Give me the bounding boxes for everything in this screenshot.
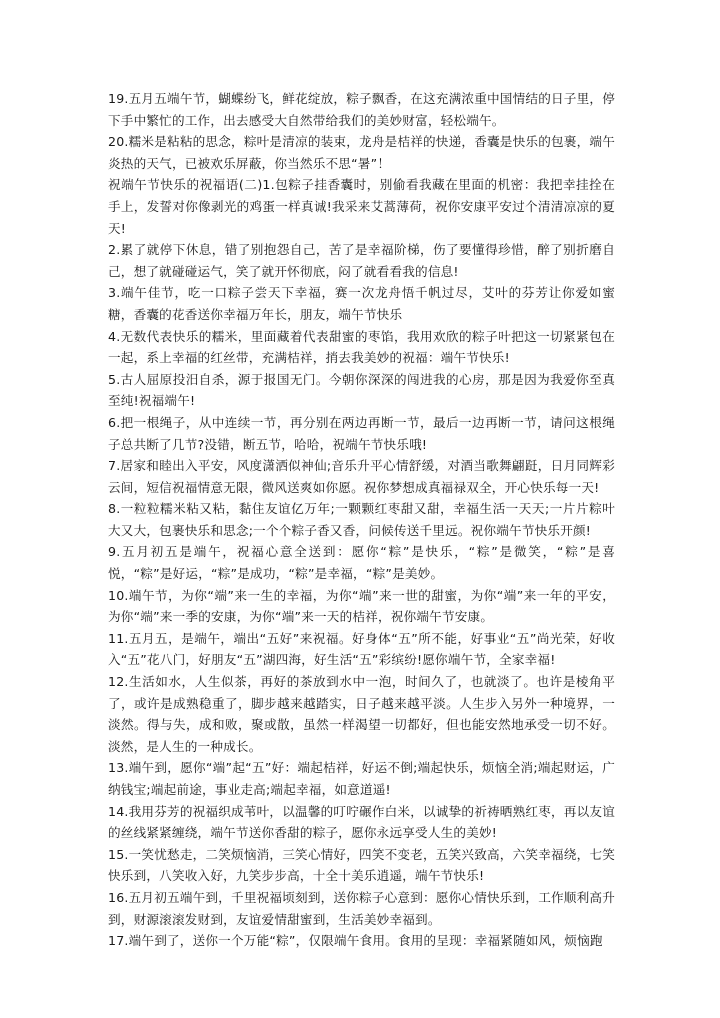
paragraph-13: 13.端午到，愿你“端”起“五”好：端起桔祥，好运不倒;端起快乐，烦恼全消;端起财运，广纳钱宝;端起前途，事业走高;端起幸福，如意道遥! [108, 760, 615, 797]
paragraph-20: 20.糯米是粘粘的思念，粽叶是清凉的装束，龙舟是桔祥的快递，香囊是快乐的包裹，端午炎热的天气，已被欢乐屏蔽，你当然乐不思“暑”！ [108, 134, 615, 171]
paragraph-3: 3.端午佳节，吃一口粽子尝天下幸福，赛一次龙舟悟千帆过尽，艾叶的芬芳让你爱如蜜糖，香囊的花香送你幸福万年长，朋友，端午节快乐 [108, 285, 615, 322]
section-heading-paragraph: 祝端午节快乐的祝福语(二)1.包粽子挂香囊时，别偷看我藏在里面的机密：我把幸挂拴在手上，发誓对你像剥光的鸡蛋一样真诚!我采来艾蒿薄荷，祝你安康平安过个清清凉凉的夏天! [108, 177, 615, 236]
paragraph-12: 12.生活如水，人生似茶，再好的茶放到水中一泡，时间久了，也就淡了。也许是棱角平了，或许是成熟稳重了，脚步越来越踏实，日子越来越平淡。人生步入另外一种境界，一淡然。得与失，成和败，聚或散，虽然一样渴望一切都好，但也能安然地承受一切不好。淡然，是人生的一种成长。 [108, 674, 615, 754]
paragraph-11: 11.五月五，是端午，端出“五好”来祝福。好身体“五”所不能，好事业“五”尚光荣，好收入“五”花八门，好朋友“五”湖四海，好生活“五”彩缤纷!愿你端午节，全家幸福! [108, 630, 615, 668]
paragraph-7: 7.居家和睦出入平安，风度潇洒似神仙;音乐升平心情舒缓，对酒当歌舞翩跹，日月同辉彩云间，短信祝福情意无限，微风送爽如你愿。祝你梦想成真福禄双全，开心快乐每一天! [108, 458, 615, 495]
paragraph-16: 16.五月初五端午到，千里祝福顷刻到，送你粽子心意到：愿你心情快乐到，工作顺利高升到，财源滚滚发财到，友谊爱情甜蜜到，生活美妙幸福到。 [108, 889, 615, 927]
paragraph-4: 4.无数代表快乐的糯米，里面藏着代表甜蜜的枣馅，我用欢欣的粽子叶把这一切紧紧包在一起，系上幸福的红丝带，充满桔祥，捎去我美妙的祝福：端午节快乐! [108, 328, 615, 366]
paragraph-8: 8.一粒粒糯米粘又粘，黏住友谊亿万年;一颗颗红枣甜又甜，幸福生活一天天;一片片粽叶大又大，包裹快乐和思念;一个个粽子香又香，问候传送千里远。祝你端午节快乐开颜! [108, 501, 615, 538]
paragraph-9: 9.五月初五是端午，祝福心意全送到：愿你“粽”是快乐，“粽”是微笑，“粽”是喜悦，“粽”是好运，“粽”是成功，“粽”是幸福，“粽”是美妙。 [108, 544, 615, 582]
paragraph-14: 14.我用芬芳的祝福织成苇叶，以温馨的叮咛碾作白米，以诚挚的祈祷晒熟红枣，再以友谊的丝线紧紧缠绕，端午节送你香甜的粽子，愿你永远享受人生的美妙! [108, 803, 615, 841]
paragraph-19: 19.五月五端午节，蝴蝶纷飞，鲜花绽放，粽子飘香，在这充满浓重中国情结的日子里，停下手中繁忙的工作，出去感受大自然带给我们的美妙财富，轻松端午。 [108, 91, 615, 128]
paragraph-15: 15.一笑忧愁走，二笑烦恼消，三笑心情好，四笑不变老，五笑兴致高，六笑幸福绕，七笑快乐到，八笑收入好，九笑步步高，十全十美乐逍遥，端午节快乐! [108, 846, 615, 884]
paragraph-6: 6.把一根绳子，从中连续一节，再分别在两边再断一节，最后一边再断一节，请问这根绳子总共断了几节?没错，断五节，哈哈，祝端午节快乐哦! [108, 414, 615, 452]
document-body [108, 88, 615, 952]
paragraph-17: 17.端午到了，送你一个万能“粽”，仅限端午食用。食用的呈现：幸福紧随如风，烦恼跑 [108, 933, 603, 949]
paragraph-10: 10.端午节，为你“端”来一生的幸福，为你“端”来一世的甜蜜，为你“端”来一年的平安，为你“端”来一季的安康，为你“端”来一天的桔祥，祝你端午节安康。 [108, 587, 615, 625]
paragraph-2: 2.累了就停下休息，错了别抱怨自己，苦了是幸福阶梯，伤了要懂得珍惜，醉了别折磨自己，想了就碰碰运气，笑了就开怀彻底，闷了就看看我的信息! [108, 242, 615, 279]
paragraph-5: 5.古人屈原投汨自杀，源于报国无门。今朝你深深的闯进我的心房，那是因为我爱你至真至纯!祝福端午! [108, 371, 615, 409]
